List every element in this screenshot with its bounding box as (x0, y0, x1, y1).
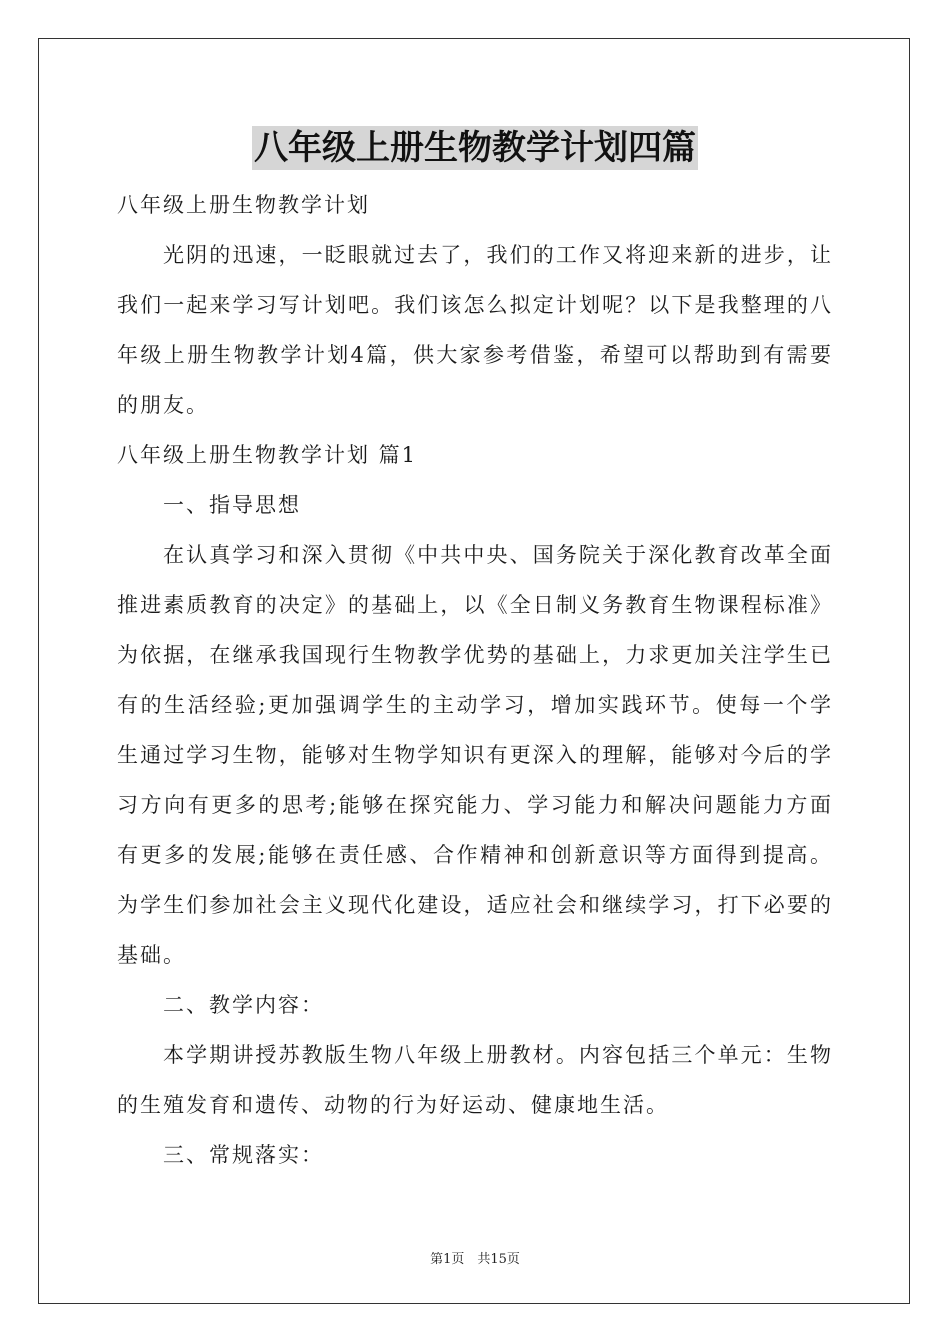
subsection-heading: 三、常规落实： (163, 1143, 324, 1167)
document-title: 八年级上册生物教学计划四篇 (254, 128, 696, 168)
paragraph: 八年级上册生物教学计划 (117, 193, 370, 217)
section-heading: 八年级上册生物教学计划 篇1 (117, 443, 418, 467)
paragraph: 本学期讲授苏教版生物八年级上册教材。内容包括三个单元：生物的生殖发育和遗传、动物的行为好运动、健康地生活。 (117, 1043, 833, 1117)
subsection-heading: 一、指导思想 (163, 493, 301, 517)
title-wrap (0, 126, 950, 170)
document-body (117, 180, 833, 1180)
paragraph: 在认真学习和深入贯彻《中共中央、国务院关于深化教育改革全面推进素质教育的决定》的基础上，以《全日制义务教育生物课程标准》为依据，在继承我国现行生物教学优势的基础上，力求更加关注学生已有的生活经验;更加强调学生的主动学习，增加实践环节。使每一个学生通过学习生物，能够对生物学知识有更深入的理解，能够对今后的学习方向有更多的思考;能够在探究能力、学习能力和解决问题能力方面有更多的发展;能够在责任感、合作精神和创新意识等方面得到提高。为学生们参加社会主义现代化建设，适应社会和继续学习，打下必要的基础。 (117, 543, 833, 967)
page-footer: 第1页 共15页 (430, 1252, 520, 1267)
paragraph: 光阴的迅速，一眨眼就过去了，我们的工作又将迎来新的进步，让我们一起来学习写计划吧。我们该怎么拟定计划呢？以下是我整理的八年级上册生物教学计划4篇，供大家参考借鉴，希望可以帮助到有需要的朋友。 (117, 243, 833, 417)
subsection-heading: 二、教学内容： (163, 993, 324, 1017)
